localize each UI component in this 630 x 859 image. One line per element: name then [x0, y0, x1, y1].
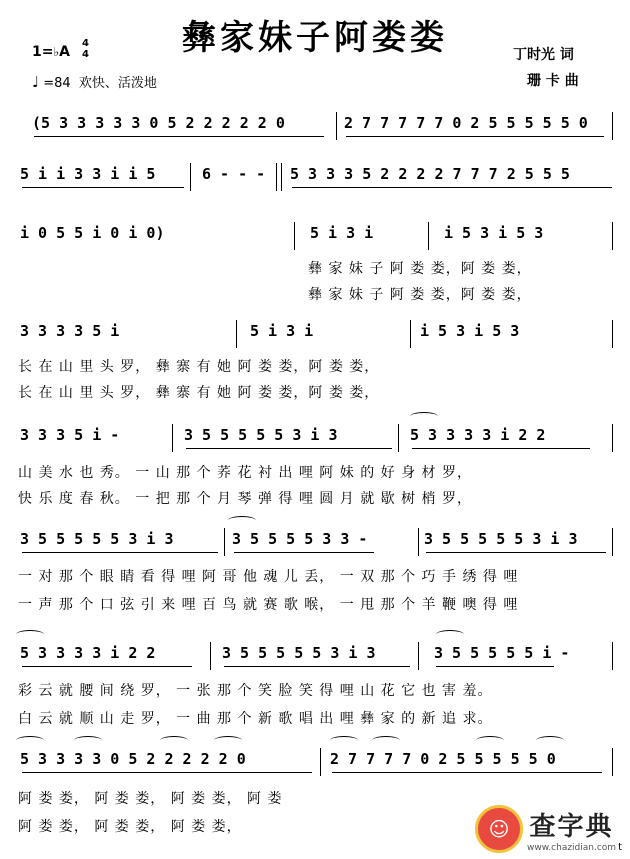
barline	[224, 528, 225, 556]
tie-mark	[16, 736, 44, 745]
lyric-verse-1: 彝 家 妹 子 阿 娄 娄，阿 娄 娄，	[308, 261, 532, 277]
score-row-2	[14, 163, 620, 189]
score-row-1	[14, 112, 620, 138]
barline	[418, 528, 419, 556]
measure-group: 3 3 3 3 5 i	[20, 322, 120, 340]
tie-mark	[330, 736, 358, 745]
measure-group: 5 i 3 i	[310, 224, 374, 242]
score-row-5	[14, 424, 620, 450]
beam-line	[332, 772, 602, 773]
lyric-verse-2: 白 云 就 顺 山 走 罗， 一 曲 那 个 新 歌 唱 出 哩 彝 家 的 新 追 求。	[18, 711, 493, 727]
tie-mark	[476, 736, 504, 745]
key-note: A	[59, 44, 70, 60]
barline	[612, 112, 613, 140]
beam-line	[34, 136, 324, 137]
beam-line	[426, 552, 606, 553]
barline	[428, 222, 429, 250]
beam-line	[346, 136, 604, 137]
measure-group: 5 i 3 i	[250, 322, 314, 340]
score-row-7	[14, 642, 620, 668]
barline	[612, 642, 613, 670]
barline	[210, 642, 211, 670]
measure-group: 5 i i 3 3 i i 5	[20, 165, 156, 183]
song-title: 彝家妹子阿娄娄	[182, 18, 448, 58]
measure-group: 3 3 3 5 i -	[20, 426, 120, 444]
measure-group: 3 5 5 5 5 5 3 i 3	[184, 426, 338, 444]
lyric-verse-2: 阿 娄 娄， 阿 娄 娄， 阿 娄 娄，	[18, 819, 242, 835]
score-row-3	[14, 222, 620, 248]
beam-line	[292, 187, 612, 188]
tempo-expression: 欢快、活泼地	[78, 76, 157, 91]
mascot-icon: ☺	[475, 805, 523, 853]
barline	[612, 528, 613, 556]
score-row-6	[14, 528, 620, 554]
measure-group: 3 5 5 5 5 5 i -	[434, 644, 570, 662]
time-signature	[82, 38, 89, 60]
measure-group: 5 3 3 3 3 i 2 2	[410, 426, 546, 444]
barline	[612, 748, 613, 776]
tie-mark	[214, 736, 242, 745]
beam-line	[234, 552, 374, 553]
beam-line	[186, 448, 392, 449]
repeat-barline	[281, 163, 282, 191]
barline	[410, 320, 411, 348]
lyric-verse-1: 山 美 水 也 秀。 一 山 那 个 荞 花 衬 出 哩 阿 妹 的 好 身 材 罗，	[18, 465, 473, 481]
measure-group: 3 5 5 5 5 3 3 -	[232, 530, 368, 548]
measure-group: 2 7 7 7 7 0 2 5 5 5 5 5 0	[330, 750, 556, 768]
flat-symbol: ♭	[53, 45, 60, 59]
logo-url: www.chazidian.com	[527, 842, 617, 853]
lyric-verse-2: 彝 家 妹 子 阿 娄 娄，阿 娄 娄，	[308, 287, 532, 303]
tie-mark	[160, 736, 188, 745]
measure-group: i 5 3 i 5 3	[444, 224, 544, 242]
tie-mark	[436, 630, 464, 639]
lyric-verse-1: 彩 云 就 腰 间 绕 罗， 一 张 那 个 笑 脸 笑 得 哩 山 花 它 也 害 羞。	[18, 683, 493, 699]
tie-mark	[410, 412, 438, 421]
measure-group: (5 3 3 3 3 3 0 5 2 2 2 2 2 0	[32, 114, 285, 132]
beam-line	[22, 772, 312, 773]
lyric-verse-1: 长 在 山 里 头 罗， 彝 寨 有 她 阿 娄 娄，阿 娄 娄，	[18, 359, 380, 375]
beam-line	[412, 448, 590, 449]
lyric-verse-1: 一 对 那 个 眼 睛 看 得 哩 阿 哥 他 魂 儿 丢， 一 双 那 个 巧 手 绣 得 哩	[18, 569, 519, 585]
measure-group: 5 3 3 3 5 2 2 2 2 7 7 7 2 5 5 5	[290, 165, 570, 183]
measure-group: 2 7 7 7 7 7 0 2 5 5 5 5 5 0	[344, 114, 588, 132]
barline	[320, 748, 321, 776]
tie-mark	[372, 736, 400, 745]
barline	[294, 222, 295, 250]
score-row-4	[14, 320, 620, 346]
tie-mark	[536, 736, 564, 745]
measure-group: 3 5 5 5 5 5 3 i 3	[20, 530, 174, 548]
beam-line	[436, 666, 554, 667]
key-prefix: 1=	[32, 44, 54, 60]
logo-text-block	[527, 806, 616, 853]
measure-group: i 5 3 i 5 3	[420, 322, 520, 340]
barline	[612, 320, 613, 348]
tempo-value: =84	[43, 76, 71, 91]
measure-group: 3 5 5 5 5 5 3 i 3	[222, 644, 376, 662]
lyric-verse-2: 一 声 那 个 口 弦 引 来 哩 百 鸟 就 赛 歌 喉， 一 甩 那 个 羊 鞭 噢 得 哩	[18, 597, 519, 613]
tempo-marking	[32, 72, 157, 91]
lyric-verse-1: 阿 娄 娄， 阿 娄 娄， 阿 娄 娄， 阿 娄	[18, 791, 283, 807]
score-row-8	[14, 748, 620, 774]
lyric-verse-2: 快 乐 度 春 秋。 一 把 那 个 月 琴 弹 得 哩 圆 月 就 歇 树 梢 罗，	[18, 491, 473, 507]
tie-mark	[74, 736, 102, 745]
beam-line	[224, 666, 410, 667]
beam-line	[22, 666, 192, 667]
beam-line	[22, 552, 218, 553]
logo-mark: t	[618, 842, 622, 853]
tie-mark	[16, 630, 44, 639]
composer-credit: 珊 卡 曲	[527, 73, 579, 89]
barline	[172, 424, 173, 452]
measure-group: 5 3 3 3 3 0 5 2 2 2 2 2 0	[20, 750, 246, 768]
barline	[612, 424, 613, 452]
measure-group: 5 3 3 3 3 i 2 2	[20, 644, 156, 662]
meter-top: 4	[82, 38, 89, 49]
lyricist-credit: 丁时光 词	[513, 47, 574, 63]
barline	[612, 222, 613, 250]
measure-group: i 0 5 5 i 0 i 0)	[20, 224, 165, 242]
logo-title: 查字典	[529, 811, 614, 842]
measure-group: 6 - - -	[202, 165, 266, 183]
barline	[190, 163, 191, 191]
barline	[418, 642, 419, 670]
barline	[398, 424, 399, 452]
quarter-note-icon: ♩	[32, 73, 40, 91]
beam-line	[22, 187, 184, 188]
barline	[336, 112, 337, 140]
meter-bottom: 4	[82, 49, 89, 60]
key-signature	[32, 44, 70, 60]
watermark-logo[interactable]	[475, 805, 622, 853]
barline	[236, 320, 237, 348]
barline	[276, 163, 277, 191]
measure-group: 3 5 5 5 5 5 3 i 3	[424, 530, 578, 548]
lyric-verse-2: 长 在 山 里 头 罗， 彝 寨 有 她 阿 娄 娄，阿 娄 娄，	[18, 385, 380, 401]
tie-mark	[228, 516, 256, 525]
